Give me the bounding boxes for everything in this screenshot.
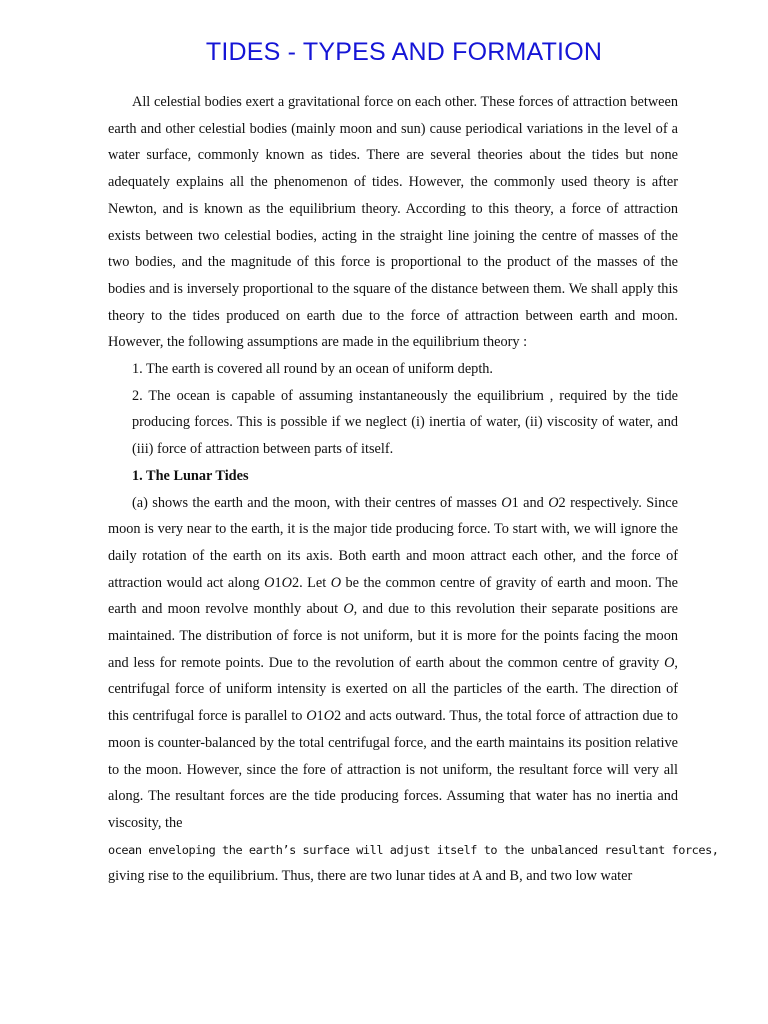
section-heading-lunar-tides: 1. The Lunar Tides	[132, 467, 249, 484]
symbol-o: O	[330, 574, 342, 591]
symbol-o: O	[501, 494, 512, 511]
symbol-o: O	[664, 654, 675, 671]
assumption-item-1: 1. The earth is covered all round by an ocean of uniform depth.	[132, 361, 494, 378]
page-title: TIDES - TYPES AND FORMATION	[205, 38, 603, 66]
symbol-o: O	[343, 601, 354, 618]
lunar-tides-mono-line: ocean enveloping the earth’s surface will adjust itself to the unbalanced resultant forces,	[108, 842, 719, 857]
lunar-tides-paragraph: (a) shows the earth and the moon, with their centres of masses O1 and O2 respectively. Since moon is very near to the earth, it is the major tide producing force. To start with, we will ignore the daily rotation of the earth on its axis. Both earth and moon attract each other, and the force of attraction would act along O1O2. Let O be the common centre of gravity of earth and moon. The earth and moon revolve monthly about O, and due to this revolution their separate positions are maintained. The distribution of force is not uniform, but it is more for the points facing the moon and less for remote points. Due to the revolution of earth about the common centre of gravity O, centrifugal force of uniform intensity is exerted on all the particles of the earth. The direction of this centrifugal force is parallel to O1O2 and acts outward. Thus, the total force of attraction due to moon is counter-balanced by the total centrifugal force, and the earth maintains its position relative to the moon. However, since the fore of attraction is not uniform, the resultant force will very all along. The resultant forces are the tide producing forces. Assuming that water has no inertia and viscosity, the	[108, 494, 678, 831]
symbol-o: O	[323, 708, 335, 725]
assumption-item-2: 2. The ocean is capable of assuming instantaneously the equilibrium , required by the tide producing forces. This is possible if we neglect (i) inertia of water, (ii) viscosity of water, and (iii) force of attraction between parts of itself.	[132, 387, 678, 458]
symbol-o: O	[264, 574, 275, 591]
lunar-tides-last-line: giving rise to the equilibrium. Thus, there are two lunar tides at A and B, and two low water	[108, 868, 633, 885]
symbol-o: O	[281, 574, 292, 591]
document-body	[108, 89, 719, 890]
symbol-o: O	[548, 494, 559, 511]
symbol-o: O	[306, 708, 317, 725]
intro-paragraph: All celestial bodies exert a gravitational force on each other. These forces of attraction between earth and other celestial bodies (mainly moon and sun) cause periodical variations in the level of a water surface, commonly known as tides. There are several theories about the tides but none adequately explains all the phenomenon of tides. However, the commonly used theory is after Newton, and is known as the equilibrium theory. According to this theory, a force of attraction exists between two celestial bodies, acting in the straight line joining the centre of masses of the two bodies, and the magnitude of this force is proportional to the product of the masses of the bodies and is inversely proportional to the square of the distance between them. We shall apply this theory to the tides produced on earth due to the force of attraction between earth and moon. However, the following assumptions are made in the equilibrium theory :	[108, 94, 678, 351]
